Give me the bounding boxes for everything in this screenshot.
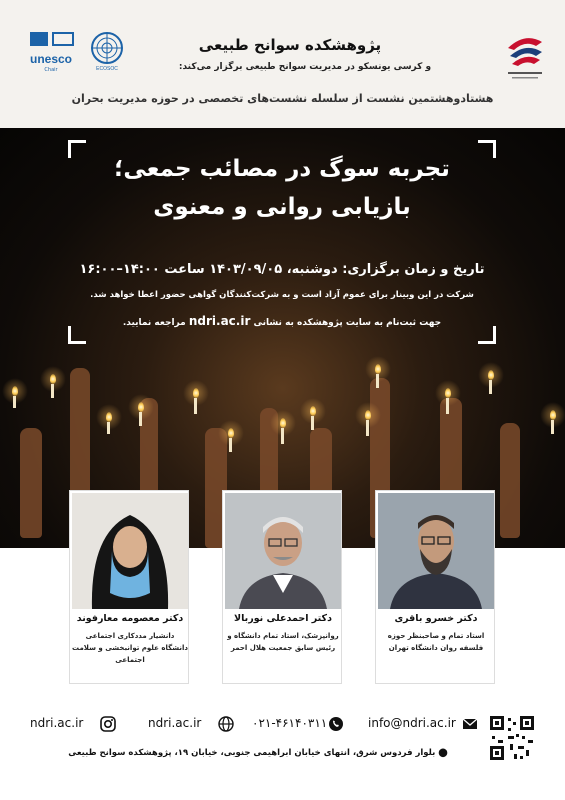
candle [194,398,197,414]
organizer-line: و کرسی یونسکو در مدیریت سوانح طبیعی برگزار می‌کند: [178,62,432,72]
candle [107,422,110,434]
speaker-photo [378,493,494,609]
address-text: بلوار فردوس شرق، انتهای خیابان ابراهیمی جنوبی، خیابان ۱۹، پژوهشکده سوانح طبیعی [68,748,436,758]
speaker-photo [72,493,188,609]
candle [281,428,284,444]
speaker-role: استاد تمام و صاحبنظر حوزه فلسفه روان دانشگاه تهران [387,632,485,652]
title-panel [68,140,496,344]
globe-icon [218,716,234,732]
candle [489,380,492,394]
candle [229,438,232,452]
candle-flame [228,428,234,438]
contact-row [30,716,480,736]
instagram-handle[interactable]: ndri.ac.ir [30,716,84,730]
candle [51,384,54,398]
ecosoc-label: ECOSOC [96,66,118,72]
candle-flame [50,374,56,384]
candle [139,412,142,426]
speaker-name: دکتر احمدعلی نوربالا [234,613,332,624]
ndri-logo [500,28,550,83]
series-line: هشتادوهشتمین نشست از سلسله نشست‌های تخصصی در حوزه مدیریت بحران [71,92,494,105]
speaker-role: دانشیار مددکاری اجتماعی دانشگاه علوم توانبخشی و سلامت اجتماعی [72,632,188,664]
speaker-role: روانپزشک، استاد تمام دانشگاه و رئیس سابق جمعیت هلال احمر [227,632,339,652]
candle [376,374,379,388]
institute-name: پژوهشکده سوانح طبیعی [198,36,382,54]
phone-number[interactable]: ۰۲۱-۴۶۱۴۰۳۱۱ [252,716,328,730]
candle-flame [138,402,144,412]
registration-url[interactable]: ndri.ac.ir [188,314,251,328]
candle-flame [280,418,286,428]
candle-flame [12,386,18,396]
candle [366,420,369,436]
speaker-name: دکتر معصومه معارفوند [76,613,184,624]
candle [446,398,449,414]
candle-flame [365,410,371,420]
speaker-card [375,490,495,684]
candle [13,396,16,408]
frame-corner [478,326,496,344]
address-line [38,748,478,758]
speaker-photo [225,493,341,609]
registration-prefix: جهت ثبت‌نام به سایت پژوهشکده به نشانی [253,318,442,328]
frame-corner [68,326,86,344]
raised-hand [500,423,520,538]
email-address[interactable]: info@ndri.ac.ir [368,716,456,730]
event-note: شرکت در این وبینار برای عموم آزاد است و به شرکت‌کنندگان گواهی حضور اعطا خواهد شد. [90,290,474,300]
poster-footer [0,704,565,800]
event-title-line1: تجربه سوگ در مصائب جمعی؛ [114,156,450,182]
location-pin-icon: ⬤ [438,748,448,758]
candle-flame [106,412,112,422]
website-link[interactable]: ndri.ac.ir [148,716,202,730]
candle [551,420,554,434]
candle-flame [375,364,381,374]
speaker-card [222,490,342,684]
partner-logos [22,30,132,75]
unesco-temple-icon [30,32,48,46]
registration-suffix: مراجعه نمایید. [122,318,186,328]
unesco-label: unesco [29,52,72,66]
event-title-line2: بازیابی روانی و معنوی [153,194,411,220]
poster-header [0,0,565,128]
qr-code-icon[interactable] [488,714,536,762]
candle-flame [193,388,199,398]
candle-flame [488,370,494,380]
whatsapp-icon [328,716,344,732]
speaker-card [69,490,189,684]
instagram-icon [100,716,116,732]
candle-flame [550,410,556,420]
chair-icon [52,32,74,46]
email-icon [462,716,478,732]
unesco-sub-label: Chair [44,67,58,73]
candle [311,416,314,430]
raised-hand [20,428,42,538]
event-datetime: تاریخ و زمان برگزاری: دوشنبه، ۱۴۰۳/۰۹/۰۵ ساعت ۱۴:۰۰–۱۶:۰۰ [79,262,485,277]
unesco-logo [22,30,80,75]
candle-flame [445,388,451,398]
registration-line [78,314,486,328]
candle-flame [310,406,316,416]
speaker-name: دکتر خسرو باقری [394,613,478,624]
